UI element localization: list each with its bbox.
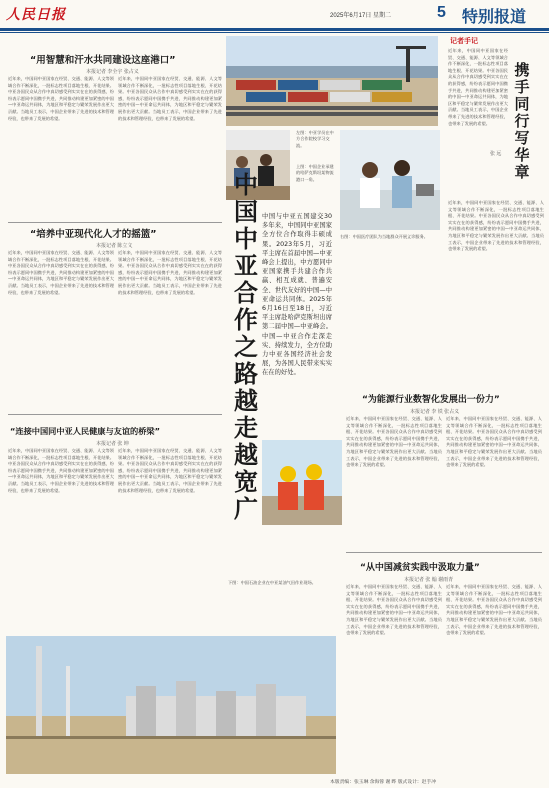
workers-photo (262, 440, 342, 525)
port-photo (226, 36, 438, 126)
article-4-headline: “为能源行业数智化发展出一份力” (362, 395, 500, 405)
reporter-note-body: 近年来，中国同中亚国家在经贸、交通、能源、人文等领域合作不断深化，一批标志性项目落地生根、开花结果。中亚各国民众从合作中真切感受到实实在在的获得感，纷纷表示愿同中国携手共进，共同推动构建更加紧密的中国—中亚命运共同体，为地区和平稳定与繁荣发展作出更大贡献。当地员工表示，中国企业带来了先进的技术和管理经验，也带来了发展的希望。 (448, 48, 508, 126)
port-photo-image (226, 36, 438, 126)
article-3-byline: 本报记者 张 坤 (96, 441, 129, 447)
article-5-headline: “从中国减贫实践中汲取力量” (360, 563, 480, 573)
article-4-body: 近年来，中国同中亚国家在经贸、交通、能源、人文等领域合作不断深化，一批标志性项目落地生根、开花结果。中亚各国民众从合作中真切感受到实实在在的获得感，纷纷表示愿同中国携手共进，共同推动构建更加紧密的中国—中亚命运共同体，为地区和平稳定与繁荣发展作出更大贡献。当地员工表示，中国企业带来了先进的技术和管理经验，也带来了发展的希望。 (346, 416, 442, 468)
gas-plant-photo-image (6, 636, 336, 774)
caption-hospital: 右图：中国医疗团队为当地群众开展义诊服务。 (340, 234, 428, 239)
header-rule-thin (0, 32, 549, 33)
reporter-note-author: 张 远 (490, 151, 502, 157)
reporter-note-label: 记者手记 (450, 37, 478, 45)
masthead-logo: 人民日报 (6, 7, 66, 23)
article-divider-4 (346, 552, 542, 553)
caption-port: 上图：中国企业承建的哈萨克斯坦某物流港口一角。 (296, 164, 334, 182)
workers-photo-image (262, 440, 342, 525)
article-5-body-2: 近年来，中国同中亚国家在经贸、交通、能源、人文等领域合作不断深化，一批标志性项目落地生根、开花结果。中亚各国民众从合作中真切感受到实实在在的获得感，纷纷表示愿同中国携手共进，共同推动构建更加紧密的中国—中亚命运共同体，为地区和平稳定与繁荣发展作出更大贡献。当地员工表示，中国企业带来了先进的技术和管理经验，也带来了发展的希望。 (446, 584, 542, 636)
section-title: 特别报道 (462, 7, 527, 26)
intro-paragraph: 中国与中亚五国建交30多年来，中国同中亚国家全方位合作取得丰硕成果。2023年5月，习近平主席在首届中国—中亚峰会上提出，中方愿同中亚国家携手共建合作共赢、相互成就、普遍安全、世代友好的中国—中亚命运共同体。2025年6月16日至18日，习近平主席赴哈萨克斯坦出席第二届中国—中亚峰会。中国—中亚合作走深走实、持续发力，全方位助力中亚各国经济社会发展，为各国人民带来实实在在的好处。 (262, 213, 332, 377)
article-2-headline: “培养中亚现代化人才的摇篮” (30, 229, 157, 240)
article-4-body-2: 近年来，中国同中亚国家在经贸、交通、能源、人文等领域合作不断深化，一批标志性项目落地生根、开花结果。中亚各国民众从合作中真切感受到实实在在的获得感，纷纷表示愿同中国携手共进，共同推动构建更加紧密的中国—中亚命运共同体，为地区和平稳定与繁荣发展作出更大贡献。当地员工表示，中国企业带来了先进的技术和管理经验，也带来了发展的希望。 (446, 416, 542, 468)
article-1-byline: 本报记者 李全宇 张占义 (86, 69, 139, 75)
caption-classroom: 左图：中亚学员在中方合作院校学习交流。 (296, 130, 334, 148)
caption-workers: 下图：中国石油企业在中亚某油气田作业现场。 (228, 580, 316, 585)
article-2-body: 近年来，中国同中亚国家在经贸、交通、能源、人文等领域合作不断深化，一批标志性项目落地生根、开花结果。中亚各国民众从合作中真切感受到实实在在的获得感，纷纷表示愿同中国携手共进，共同推动构建更加紧密的中国—中亚命运共同体，为地区和平稳定与繁荣发展作出更大贡献。当地员工表示，中国企业带来了先进的技术和管理经验，也带来了发展的希望。 (8, 250, 114, 295)
article-divider-2 (8, 414, 222, 415)
article-3-body: 近年来，中国同中亚国家在经贸、交通、能源、人文等领域合作不断深化，一批标志性项目落地生根、开花结果。中亚各国民众从合作中真切感受到实实在在的获得感，纷纷表示愿同中国携手共进，共同推动构建更加紧密的中国—中亚命运共同体，为地区和平稳定与繁荣发展作出更大贡献。当地员工表示，中国企业带来了先进的技术和管理经验，也带来了发展的希望。 (8, 448, 114, 493)
article-2-byline: 本报记者 陈立文 (96, 243, 133, 249)
main-title: 中国中亚合作之路越走越宽广 (234, 171, 258, 523)
article-1-headline: “用智慧和汗水共同建设这座港口” (30, 55, 176, 66)
article-2-body-2: 近年来，中国同中亚国家在经贸、交通、能源、人文等领域合作不断深化，一批标志性项目落地生根、开花结果。中亚各国民众从合作中真切感受到实实在在的获得感，纷纷表示愿同中国携手共进，共同推动构建更加紧密的中国—中亚命运共同体，为地区和平稳定与繁荣发展作出更大贡献。当地员工表示，中国企业带来了先进的技术和管理经验，也带来了发展的希望。 (118, 250, 222, 295)
reporter-note-body-2: 近年来，中国同中亚国家在经贸、交通、能源、人文等领域合作不断深化，一批标志性项目落地生根、开花结果。中亚各国民众从合作中真切感受到实实在在的获得感，纷纷表示愿同中国携手共进，共同推动构建更加紧密的中国—中亚命运共同体，为地区和平稳定与繁荣发展作出更大贡献。当地员工表示，中国企业带来了先进的技术和管理经验，也带来了发展的希望。 (448, 200, 544, 252)
article-1-body: 近年来，中国同中亚国家在经贸、交通、能源、人文等领域合作不断深化，一批标志性项目落地生根、开花结果。中亚各国民众从合作中真切感受到实实在在的获得感，纷纷表示愿同中国携手共进，共同推动构建更加紧密的中国—中亚命运共同体，为地区和平稳定与繁荣发展作出更大贡献。当地员工表示，中国企业带来了先进的技术和管理经验，也带来了发展的希望。 (8, 76, 114, 121)
article-4-byline: 本报记者 李 铁 张占义 (410, 409, 460, 415)
article-3-headline: “连接中国同中亚人民健康与友谊的桥梁” (10, 426, 160, 436)
article-divider-1 (8, 222, 222, 223)
hospital-photo-image (340, 130, 440, 230)
header-rule (0, 28, 549, 31)
article-5-body: 近年来，中国同中亚国家在经贸、交通、能源、人文等领域合作不断深化，一批标志性项目落地生根、开花结果。中亚各国民众从合作中真切感受到实实在在的获得感，纷纷表示愿同中国携手共进，共同推动构建更加紧密的中国—中亚命运共同体，为地区和平稳定与繁荣发展作出更大贡献。当地员工表示，中国企业带来了先进的技术和管理经验，也带来了发展的希望。 (346, 584, 442, 636)
gas-plant-photo (6, 636, 336, 774)
article-5-byline: 本报记者 张 翰 谢雨青 (404, 577, 454, 583)
issue-date: 2025年6月17日 星期二 (330, 13, 392, 19)
reporter-note-title: 携手同行写华章 (514, 61, 530, 181)
hospital-photo (340, 130, 440, 230)
article-3-body-2: 近年来，中国同中亚国家在经贸、交通、能源、人文等领域合作不断深化，一批标志性项目落地生根、开花结果。中亚各国民众从合作中真切感受到实实在在的获得感，纷纷表示愿同中国携手共进，共同推动构建更加紧密的中国—中亚命运共同体，为地区和平稳定与繁荣发展作出更大贡献。当地员工表示，中国企业带来了先进的技术和管理经验，也带来了发展的希望。 (118, 448, 222, 493)
article-1-body-2: 近年来，中国同中亚国家在经贸、交通、能源、人文等领域合作不断深化，一批标志性项目落地生根、开花结果。中亚各国民众从合作中真切感受到实实在在的获得感，纷纷表示愿同中国携手共进，共同推动构建更加紧密的中国—中亚命运共同体，为地区和平稳定与繁荣发展作出更大贡献。当地员工表示，中国企业带来了先进的技术和管理经验，也带来了发展的希望。 (118, 76, 222, 121)
page-footer: 本版责编：张玉琳 余海蓉 谢 晔 版式设计：赵手冲 (330, 780, 437, 785)
page-number: 5 (437, 4, 446, 21)
